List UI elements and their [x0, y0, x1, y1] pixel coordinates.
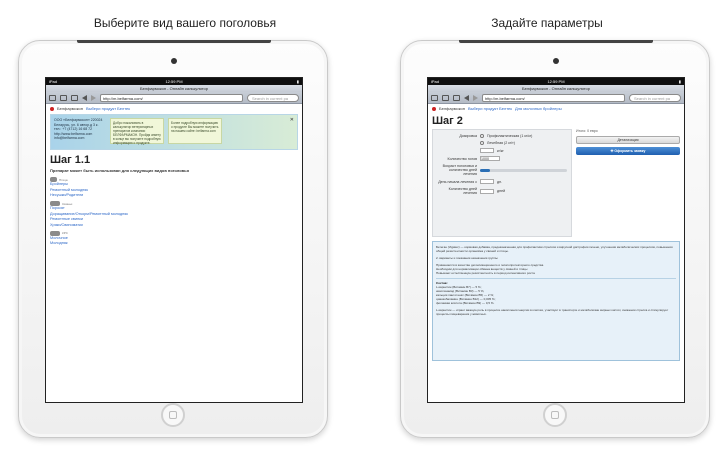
- list-item: кальция пантотенат (Витамин В5) — 2 %;: [436, 293, 494, 297]
- order-button[interactable]: ✚ Оформить заявку: [576, 147, 680, 155]
- back-arrow-icon[interactable]: [464, 95, 469, 101]
- heads-label: Количество голов: [447, 156, 477, 161]
- status-bar: [428, 78, 684, 85]
- breadcrumb: [432, 106, 680, 111]
- order-panel: [576, 129, 680, 237]
- ipad-screen-left: [45, 77, 303, 403]
- home-button[interactable]: [543, 403, 567, 427]
- forward-arrow-icon[interactable]: [91, 95, 96, 101]
- category-pigs: [50, 201, 298, 228]
- category-tag: Птица: [59, 178, 68, 182]
- time-label: 12:59 PM: [165, 79, 183, 84]
- duration-row: [437, 187, 567, 195]
- list-item-link[interactable]: Поросят: [50, 206, 65, 211]
- list-item-link[interactable]: Молочное: [50, 235, 68, 240]
- age-slider[interactable]: [480, 169, 567, 172]
- logo-icon: [50, 107, 54, 111]
- list-item: Повышает естественную резистентность в период интенсивного роста: [436, 271, 535, 275]
- breadcrumb-home[interactable]: Белфармокон: [57, 106, 83, 111]
- list-item: никотинамид (Витамин В3) — 5 %;: [436, 289, 485, 293]
- list-item-link[interactable]: Ремонтные свинки: [50, 217, 83, 222]
- list-item: цианкобаламин (Витамин В12) — 0,005 %;: [436, 297, 496, 301]
- browser-toolbar: [46, 92, 302, 104]
- list-item-link[interactable]: Ремонтный молодняк: [50, 187, 88, 192]
- forward-arrow-icon[interactable]: [473, 95, 478, 101]
- breadcrumb-home[interactable]: Белфармокон: [439, 106, 465, 111]
- url-field[interactable]: http://m.belfarma.com/: [482, 94, 625, 102]
- dosage-row: [437, 134, 567, 138]
- category-cattle: [50, 230, 298, 246]
- caption-right: Задайте параметры: [491, 16, 603, 30]
- back-arrow-icon[interactable]: [82, 95, 87, 101]
- logo-icon: [432, 107, 436, 111]
- search-field[interactable]: Search in current pa: [629, 94, 681, 102]
- dosage-label: Дозировка: [459, 134, 477, 138]
- browser-title: Белфармокон - Онлайн калькулятор: [46, 85, 302, 92]
- category-tag: Свиньи: [62, 201, 73, 206]
- list-item-link[interactable]: Молодняк: [50, 241, 68, 246]
- list-item-link[interactable]: Хряки/Свиноматки: [50, 222, 83, 227]
- description-intro: Бетеган (Vigatec) — кормовая добавка, предназначенная для профилактики стрессов и вирусной дистрофии печени, улучшения метаболических процессов, повышения общей резистентности организма у свиней и птицы.: [436, 245, 673, 253]
- battery-icon: ▮: [296, 79, 299, 84]
- age-start-row: [437, 179, 567, 184]
- dosage-input[interactable]: [480, 148, 494, 153]
- search-field[interactable]: Search in current pa: [247, 94, 299, 102]
- list-item-link[interactable]: Бройлеры: [50, 182, 69, 187]
- variant-title: 2. варианты и показания назначения группы: [436, 256, 498, 260]
- browser-title: Белфармокон - Онлайн калькулятор: [428, 85, 684, 92]
- status-bar: [46, 78, 302, 85]
- age-start-input[interactable]: [480, 179, 494, 184]
- breadcrumb-link[interactable]: Выбери продукт Белтек: [468, 106, 512, 111]
- age-unit: дн.: [497, 179, 503, 184]
- time-label: 12:59 PM: [547, 79, 565, 84]
- page-title: Шаг 2: [432, 115, 463, 127]
- dosage-row-2: [437, 141, 567, 145]
- age-start-label: День начала лечения с: [438, 179, 477, 184]
- carrier-label: iPad: [431, 79, 440, 84]
- close-icon[interactable]: ✕: [289, 117, 294, 123]
- dosage-unit: кг/кг: [497, 148, 504, 153]
- web-page-left: [46, 104, 302, 251]
- home-button[interactable]: [161, 403, 185, 427]
- price-total: Итого: 0 евро: [576, 129, 598, 133]
- parameters-form: [432, 129, 572, 237]
- ipad-left: [18, 40, 328, 438]
- web-page-right: [428, 104, 684, 363]
- category-poultry: [50, 177, 298, 199]
- banner-note-welcome: Добро пожаловать в калькулятор ветеринарных препаратов компании БЕЛФАРМАКОН. Пройдя анкету в конце вы получите подробную информацию о продукте.: [110, 118, 164, 144]
- breadcrumb: [50, 106, 298, 111]
- step2-layout: [432, 129, 680, 237]
- page-title: Шаг 1.1: [50, 154, 91, 166]
- ipad-right: [400, 40, 710, 438]
- list-item: Применяется в качестве детоксикационного и гепатопротекторного средства: [436, 263, 544, 267]
- battery-icon: ▮: [678, 79, 681, 84]
- product-description: [432, 241, 680, 361]
- dosage-option-label: Лечебная (2 кг/т): [487, 141, 515, 145]
- dosage-radio-therapeutic[interactable]: [480, 141, 484, 145]
- ipad-top-edge: [459, 40, 653, 43]
- duration-label: Количество дней лечения: [448, 187, 477, 195]
- page-subtitle: Препарат может быть использован для следующих видов поголовья: [50, 168, 189, 173]
- caption-left: Выберите вид вашего поголовья: [93, 16, 277, 30]
- dosage-custom-row: [437, 148, 567, 153]
- category-tag: КРС: [62, 231, 68, 236]
- breadcrumb-link[interactable]: Выбери продукт Белтек: [86, 106, 130, 111]
- list-item: L-карнитин (Витамин В7) — 5 %;: [436, 285, 482, 289]
- duration-unit: дней: [497, 189, 506, 193]
- description-footer: L-карнитин — играет важную роль в процессе накопления энергии в клетках, участвует в транспорте и метаболизме жирных кислот, снижении стресса и стимулирует процессы пищеварения у животных.: [436, 308, 669, 316]
- ipad-top-edge: [77, 40, 271, 43]
- bookmarks-icon[interactable]: [431, 95, 438, 101]
- camera-icon: [171, 58, 177, 64]
- list-item-link[interactable]: Несушки/Родители: [50, 193, 84, 198]
- age-label: Возраст поголовья и количество дней лечения: [442, 164, 477, 176]
- welcome-banner: [50, 114, 298, 150]
- url-field[interactable]: http://m.belfarma.com/: [100, 94, 243, 102]
- dosage-option-label: Профилактическая (1 кг/кг): [487, 134, 533, 138]
- share-icon[interactable]: [60, 95, 67, 101]
- heads-input[interactable]: 1000: [480, 156, 500, 161]
- bookmarks-icon[interactable]: [49, 95, 56, 101]
- details-button[interactable]: Детализация: [576, 136, 680, 144]
- bullet-list: [436, 263, 676, 275]
- composition-title: Состав:: [436, 281, 448, 285]
- list-item-link[interactable]: Доращивание/Откорм/Ремонтный молодняк: [50, 211, 128, 216]
- ipad-screen-right: [427, 77, 685, 403]
- list-item: фолиевая кислота (Витамин В9) — 0,5 %.: [436, 301, 495, 305]
- tabs-icon[interactable]: [71, 95, 78, 101]
- share-icon[interactable]: [442, 95, 449, 101]
- dosage-radio-prophylactic[interactable]: [480, 134, 484, 138]
- carrier-label: iPad: [49, 79, 58, 84]
- composition: [436, 278, 676, 305]
- list-item: Необходим для нормализации обмена веществ у свиней и птицы: [436, 267, 528, 271]
- camera-icon: [553, 58, 559, 64]
- browser-toolbar: [428, 92, 684, 104]
- heads-row: [437, 156, 567, 161]
- age-row: [437, 164, 567, 176]
- banner-note-info: Более подробную информацию о продукте Вы можете получить на нашем сайте: belfarma.com: [168, 118, 222, 144]
- breadcrumb-link[interactable]: Для молочных бройлеры: [515, 106, 562, 111]
- company-info: ООО «Белфармокон» 220024 Беларусь, ул. 6 автор.д 3 к. тел.: +7 (4712) 16 68 72 http://www.belfarma.com info@belfarma.com: [54, 118, 103, 140]
- tabs-icon[interactable]: [453, 95, 460, 101]
- duration-input[interactable]: [480, 189, 494, 194]
